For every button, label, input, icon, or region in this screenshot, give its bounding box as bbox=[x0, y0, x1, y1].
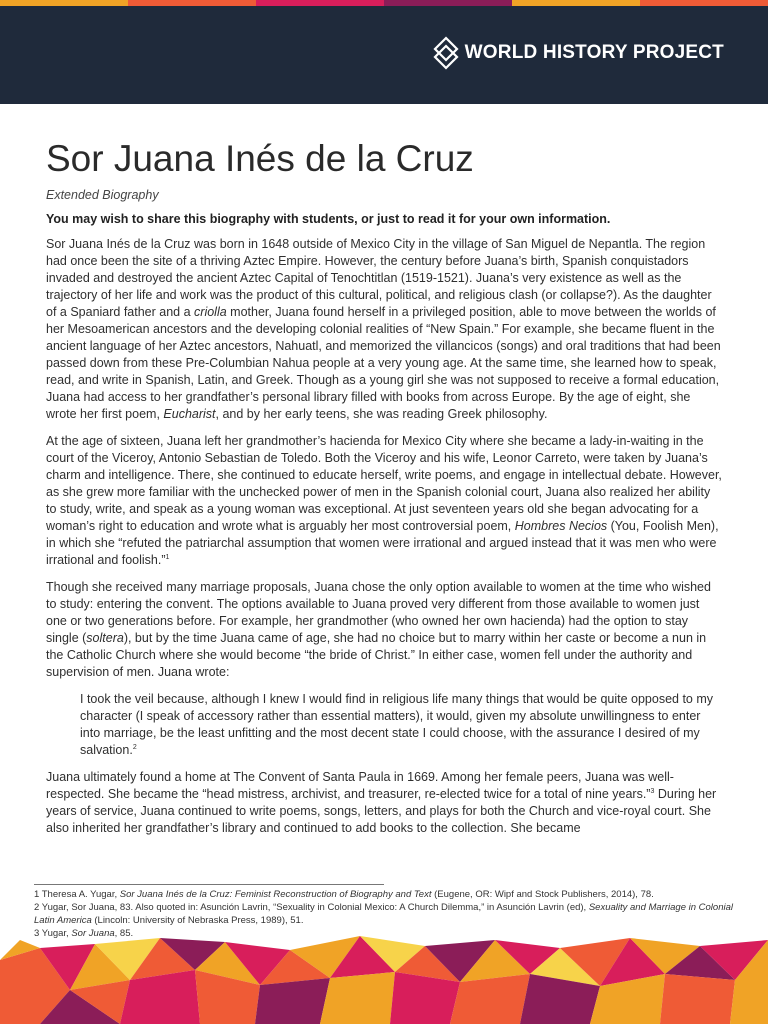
footnote-divider bbox=[34, 884, 384, 885]
header-bar bbox=[0, 6, 768, 104]
paragraph-3: Though she received many marriage proposals, Juana chose the only option available to women at the time who wished to study: entering the convent. The options available to Juana proved very different from those available to women just one or two generations before. For example, her grandmother (who owned her own hacienda) had the option to stay single (soltera), but by the time Juana came of age, she had no choice but to marry within her caste or become a nun in the Catholic Church where she would become “the bride of Christ.” In either case, women fell under the authority and supervision of men. Juana wrote: bbox=[46, 580, 711, 679]
page-title: Sor Juana Inés de la Cruz bbox=[46, 138, 474, 179]
footnote-ref-1[interactable]: 1 bbox=[165, 553, 170, 561]
document-body bbox=[46, 136, 722, 837]
footnote-2: 2 Yugar, Sor Juana, 83. Also quoted in: Asunción Lavrin, “Sexuality in Colonial Mexico: A Church Dilemma,” in Asunción Lavrin (ed), Sexuality and Marriage in Colonial Latin America (Lincoln: University of Nebraska Press, 1989), 51. bbox=[34, 902, 733, 926]
page-subtitle: Extended Biography bbox=[46, 188, 159, 202]
brand-name: WORLD HISTORY PROJECT bbox=[464, 42, 724, 63]
footnote-3: 3 Yugar, Sor Juana, 85. bbox=[34, 928, 134, 939]
footnote-1: 1 Theresa A. Yugar, Sor Juana Inés de la Cruz: Feminist Reconstruction of Biography and Text (Eugene, OR: Wipf and Stock Publishers, 2014), 78. bbox=[34, 889, 654, 900]
footnote-ref-2[interactable]: 2 bbox=[132, 743, 137, 751]
paragraph-4: Juana ultimately found a home at The Convent of Santa Paula in 1669. Among her female peers, Juana was well-respected. She became the “head mistress, archivist, and treasurer, re-elected twice for a total of nine years.”$^3$ During her years of service, Juana continued to write poems, songs, letters, and plays for both the Church and vice-royal court. She also inherited her grandfather’s library and continued to add books to the collection. She became bbox=[46, 770, 717, 835]
world-history-project-logo-icon bbox=[433, 36, 459, 70]
footnote-ref-3[interactable]: 3 bbox=[650, 787, 655, 795]
paragraph-2: At the age of sixteen, Juana left her grandmother’s hacienda for Mexico City where she became a lady-in-waiting in the court of the Viceroy, Antonio Sebastian de Toledo. Both the Viceroy and his wife, Leonor Carreto, were taken by Juana’s charm and intelligence. There, she continued to educate herself, write poems, and engage in intellectual debate. However, as she grew more familiar with the unchecked power of men in the Spanish colonial court, Juana also realized her ability to study, write, and speak as a young woman was exceptional. At just seventeen years old she began advocating for a woman’s right to education and wrote what is arguably her most controversial poem, Hombres Necios (You, Foolish Men), in which she “refuted the patriarchal assumption that women were irrational and argued instead that it was men who were irrational and foolish.”$^1$ bbox=[46, 434, 722, 567]
brand-logo[interactable] bbox=[433, 36, 724, 70]
block-quote: I took the veil because, although I knew I would find in religious life many things that would be quite opposed to my character (I speak of accessory rather than essential matters), it would, given my absolute unwillingness to enter into marriage, be the least unfitting and the most decent state I could choose, with the assurance I desired of my salvation.$^2$ bbox=[80, 692, 714, 757]
decorative-triangle-pattern bbox=[0, 930, 768, 1024]
paragraph-1: Sor Juana Inés de la Cruz was born in 1648 outside of Mexico City in the village of San Miguel de Nepantla. The region had once been the site of a thriving Aztec Empire. However, the century before Juana’s birth, Spanish conquistadors invaded and destroyed the ancient Aztec Capital of Tenochtitlan (1519-1521). Juana’s very existence as well as the trajectory of her life and work was the product of this cultural, political, and religious clash (or collapse?). As the daughter of a Spaniard father and a criolla mother, Juana found herself in a privileged position, able to move between the worlds of her Mesoamerican ancestors and the developing colonial realities of “New Spain.” For example, she became fluent in the ancient language of her Aztec ancestors, Nahuatl, and memorized the villancicos (songs) and oral traditions that had been passed down from these Pre-Columbian Nahua people at a very young age. At the same time, she learned how to speak, read, and write in Spanish, Latin, and Greek. Though as a young girl she was not supposed to receive a formal education, Juana had access to her grandfather’s personal library filled with books from across Europe. By the age of eight, she wrote her first poem, Eucharist, and by her early teens, she was reading Greek philosophy. bbox=[46, 237, 721, 421]
intro-note: You may wish to share this biography with students, or just to read it for your own information. bbox=[46, 212, 611, 226]
